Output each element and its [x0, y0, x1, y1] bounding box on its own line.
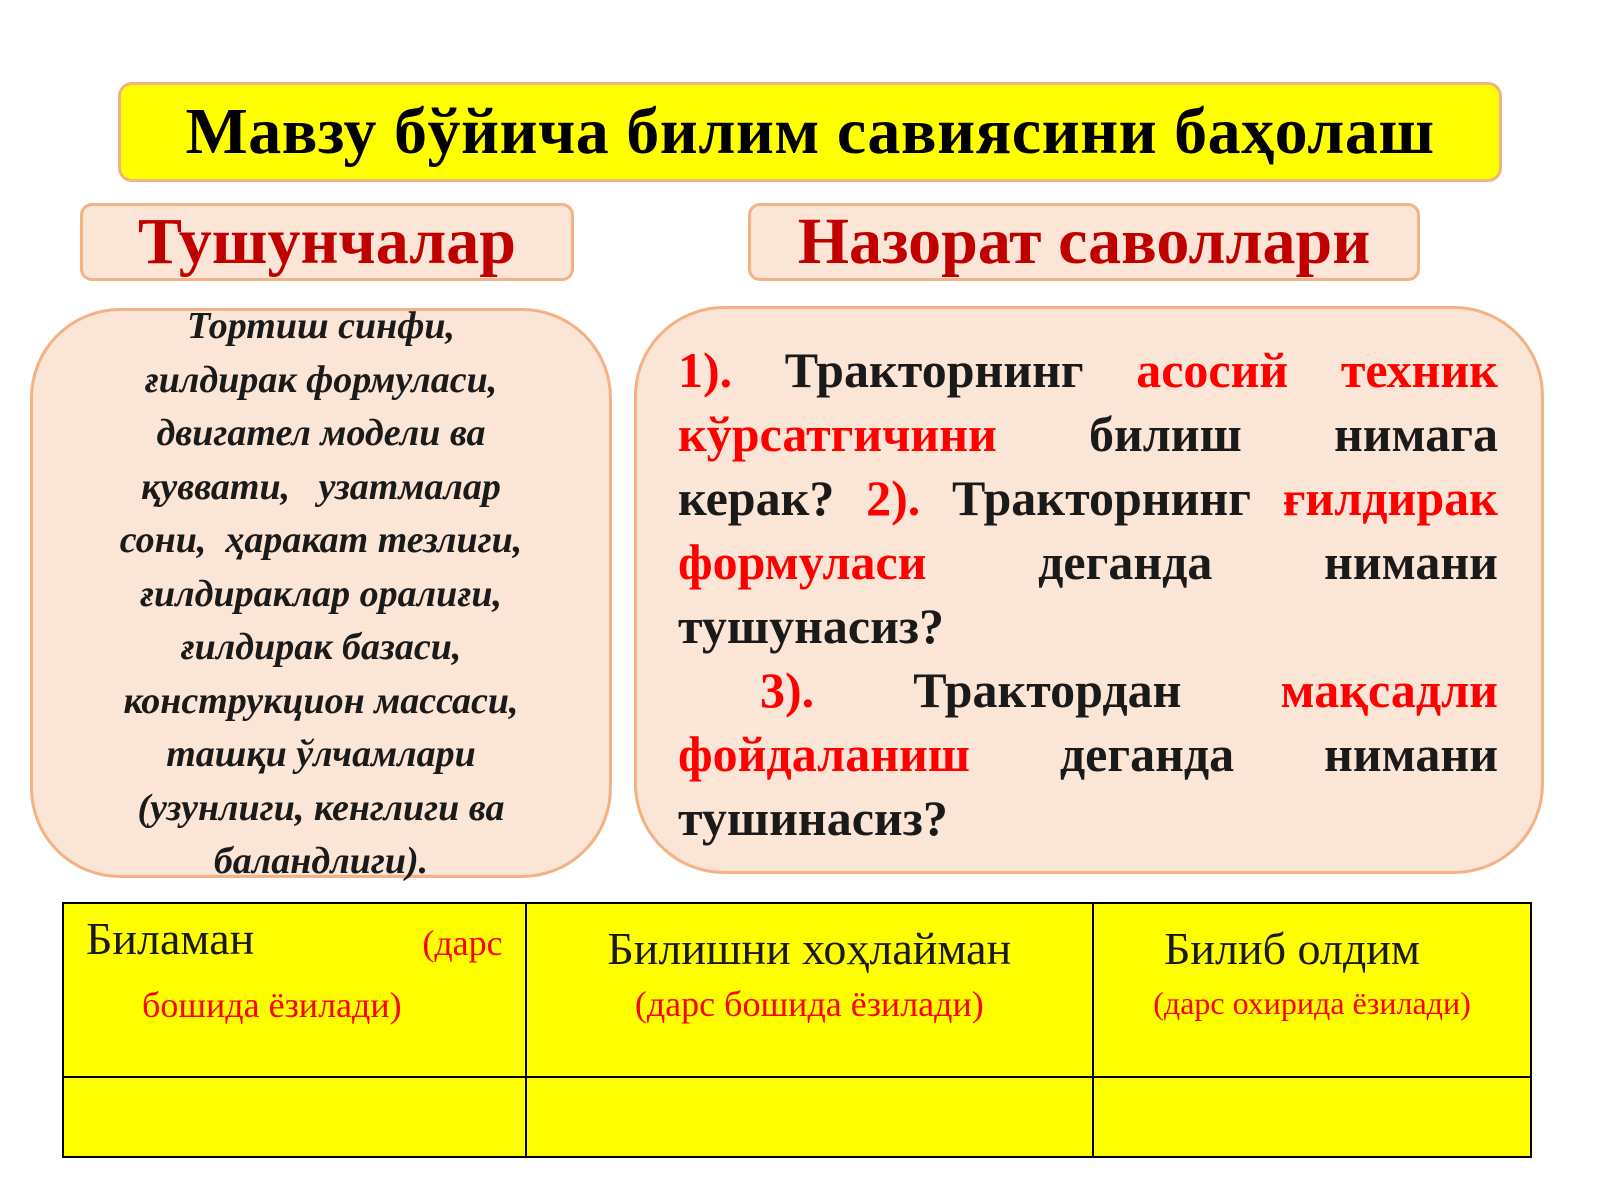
- concept-line: ғилдирак базаси,: [180, 626, 462, 668]
- concept-line: қуввати, узатмалар: [141, 465, 501, 508]
- concept-line: баландлиги).: [213, 840, 429, 882]
- question-keyword: техник: [1340, 342, 1498, 398]
- concept-line: ғилдирак формуласи,: [144, 358, 498, 401]
- concept-line: ташқи ўлчамлари: [166, 733, 476, 775]
- concept-line: Тортиш синфи,: [186, 305, 456, 347]
- question-number: 3).: [760, 662, 815, 718]
- question-number: 1).: [678, 342, 733, 398]
- page-title: Мавзу бўйича билим савиясини баҳолаш: [185, 95, 1435, 168]
- question-word: деганда: [1038, 534, 1213, 590]
- kwl-answer-know[interactable]: [63, 1077, 526, 1157]
- kwl-table: [62, 902, 1532, 1158]
- concept-line: (узунлиги, кенглиги ва: [137, 786, 505, 829]
- question-line: [678, 532, 1498, 592]
- concepts-heading: Тушунчалар: [137, 205, 517, 278]
- kwl-want-label: Билишни хоҳлайман: [607, 923, 1012, 974]
- concept-line: сони, ҳаракат тезлиги,: [119, 519, 523, 561]
- concepts-heading-box: [80, 203, 574, 281]
- question-word: нимани: [1324, 726, 1498, 782]
- question-keyword: кўрсатгичини: [678, 406, 997, 462]
- question-number: 2).: [866, 470, 921, 526]
- question-word: нимани: [1324, 534, 1498, 590]
- kwl-know-label: Биламан: [86, 913, 255, 964]
- question-word: билиш: [1088, 406, 1242, 462]
- question-line: [760, 660, 1498, 720]
- question-keyword: ғилдирак: [1282, 470, 1498, 526]
- kwl-cell-know: [63, 903, 526, 1077]
- question-word: керак?: [678, 470, 835, 526]
- title-banner: [118, 82, 1502, 182]
- question-word: Трактордан: [913, 662, 1182, 718]
- kwl-know-note-a: (дарс: [422, 923, 503, 963]
- question-line: [678, 468, 1498, 528]
- kwl-want-note: (дарс бошида ёзилади): [634, 984, 984, 1024]
- questions-heading-box: [748, 203, 1420, 281]
- question-word: нимага: [1333, 406, 1498, 462]
- kwl-learned-label: Билиб олдим: [1163, 923, 1420, 974]
- question-keyword: асосий: [1136, 342, 1289, 398]
- question-keyword: мақсадли: [1280, 662, 1498, 718]
- concept-line: ғилдираклар оралиғи,: [140, 572, 502, 615]
- kwl-answer-learned[interactable]: [1093, 1077, 1531, 1157]
- question-line: [678, 340, 1498, 400]
- kwl-know-note-b: бошида ёзилади): [142, 985, 402, 1025]
- question-keyword: фойдаланиш: [678, 726, 971, 782]
- questions-heading: Назорат саволлари: [797, 205, 1371, 278]
- concept-line: конструкцион массаси,: [123, 679, 519, 722]
- kwl-cell-learned: [1093, 903, 1531, 1077]
- question-word: деганда: [1059, 726, 1235, 782]
- question-line: [678, 724, 1498, 784]
- kwl-answer-row: [63, 1077, 1531, 1157]
- question-word: Тракторнинг: [784, 342, 1084, 398]
- question-word: Тракторнинг: [952, 470, 1251, 526]
- question-word: тушунасиз?: [678, 598, 945, 654]
- kwl-header-row: [63, 903, 1531, 1077]
- question-keyword: формуласи: [678, 534, 927, 590]
- kwl-cell-want: [526, 903, 1093, 1077]
- question-line: [678, 404, 1498, 464]
- concept-line: двигател модели ва: [156, 412, 486, 454]
- kwl-answer-want[interactable]: [526, 1077, 1093, 1157]
- question-word: тушинасиз?: [678, 790, 948, 846]
- concepts-list: [60, 300, 582, 889]
- kwl-learned-note: (дарс охирида ёзилади): [1153, 985, 1471, 1021]
- question-line: [678, 788, 1498, 848]
- question-line: [678, 596, 1498, 656]
